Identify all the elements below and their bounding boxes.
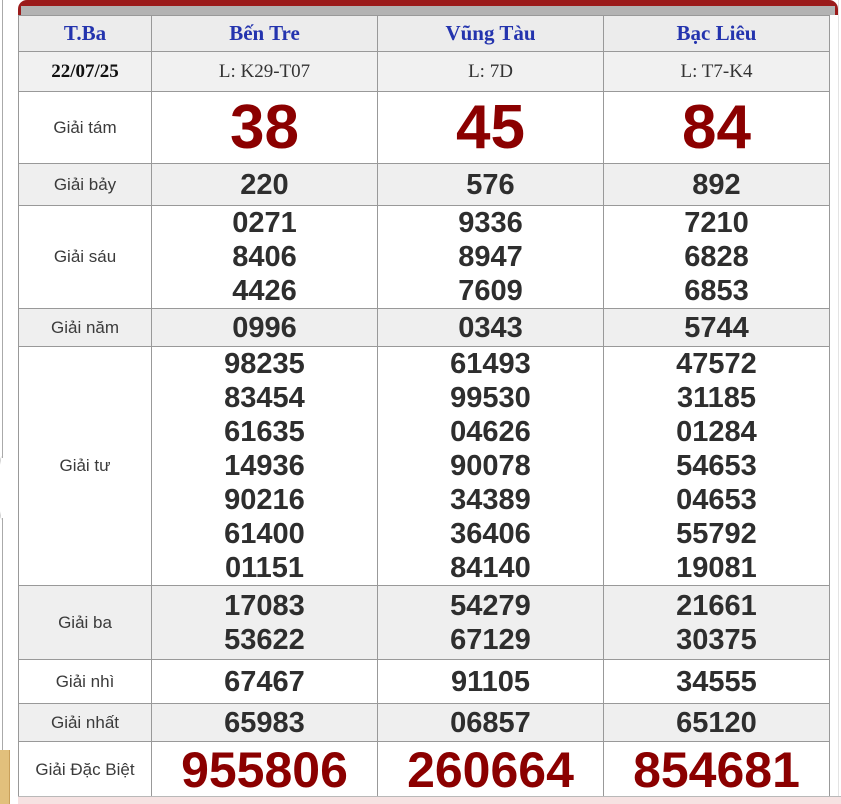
prize-numbers-cell xyxy=(604,742,830,798)
left-sidebar-fragment xyxy=(0,750,10,804)
prize-number: 19081 xyxy=(676,552,757,584)
province-header-ben-tre[interactable]: Bến Tre xyxy=(152,16,378,52)
prize-row-4 xyxy=(19,309,830,347)
prize-number: 61400 xyxy=(224,518,305,550)
prize-number: 47572 xyxy=(676,348,757,380)
lottery-results-table xyxy=(18,15,830,798)
prize-number: 955806 xyxy=(181,741,348,798)
prize-numbers-cell xyxy=(604,92,830,164)
panel-top-gray-strip xyxy=(21,6,835,15)
prize-number: 67467 xyxy=(224,665,305,698)
prize-number: 31185 xyxy=(676,382,757,414)
prize-label: Giải nhất xyxy=(19,704,152,742)
prize-number: 9336 xyxy=(458,207,523,239)
prize-number: 04626 xyxy=(450,416,531,448)
lottery-code: L: T7-K4 xyxy=(604,52,830,92)
prize-number: 21661 xyxy=(676,589,757,622)
prize-label: Giải sáu xyxy=(19,206,152,309)
prize-numbers-cell xyxy=(152,660,378,704)
prize-numbers-cell xyxy=(378,704,604,742)
prize-number: 99530 xyxy=(450,382,531,414)
province-header-vung-tau[interactable]: Vũng Tàu xyxy=(378,16,604,52)
prize-number: 7609 xyxy=(458,275,523,307)
table-header-row xyxy=(19,16,830,52)
prize-number: 91105 xyxy=(450,665,531,698)
prize-number: 65120 xyxy=(676,706,757,739)
prize-numbers-cell xyxy=(378,660,604,704)
prize-numbers-cell xyxy=(604,586,830,660)
prize-number: 4426 xyxy=(232,275,297,307)
prize-number: 6853 xyxy=(684,275,749,307)
prize-number: 01151 xyxy=(224,552,305,584)
prize-number: 17083 xyxy=(224,589,305,622)
prize-numbers-cell xyxy=(604,704,830,742)
prize-row-7 xyxy=(19,660,830,704)
prize-number: 53622 xyxy=(224,623,305,656)
prize-number: 576 xyxy=(466,168,515,201)
prize-number: 61493 xyxy=(450,348,531,380)
prize-number: 260664 xyxy=(407,741,574,798)
prize-row-8 xyxy=(19,704,830,742)
prize-number: 8947 xyxy=(458,241,523,273)
prize-numbers-cell xyxy=(378,164,604,206)
prize-row-3 xyxy=(19,206,830,309)
left-page-edge-line xyxy=(2,0,3,458)
prize-numbers-cell xyxy=(604,164,830,206)
prize-number: 84 xyxy=(682,92,751,162)
prize-number: 38 xyxy=(230,92,299,162)
date-row xyxy=(19,52,830,92)
prize-number: 8406 xyxy=(232,241,297,273)
prize-number: 6828 xyxy=(684,241,749,273)
prize-numbers-cell xyxy=(152,309,378,347)
prize-number: 84140 xyxy=(450,552,531,584)
prize-label: Giải Đặc Biệt xyxy=(19,742,152,798)
prize-numbers-cell xyxy=(152,704,378,742)
prize-numbers-cell xyxy=(604,309,830,347)
prize-label: Giải tám xyxy=(19,92,152,164)
prize-numbers-cell xyxy=(378,347,604,586)
prize-numbers-cell xyxy=(604,347,830,586)
prize-number: 854681 xyxy=(633,741,800,798)
prize-number: 14936 xyxy=(224,450,305,482)
prize-label: Giải bảy xyxy=(19,164,152,206)
day-header[interactable]: T.Ba xyxy=(19,16,152,52)
prize-number: 98235 xyxy=(224,348,305,380)
prize-label: Giải ba xyxy=(19,586,152,660)
prize-number: 30375 xyxy=(676,623,757,656)
prize-number: 54653 xyxy=(676,450,757,482)
prize-number: 54279 xyxy=(450,589,531,622)
prize-number: 65983 xyxy=(224,706,305,739)
prize-numbers-cell xyxy=(152,742,378,798)
prize-number: 34555 xyxy=(676,665,757,698)
prize-row-2 xyxy=(19,164,830,206)
prize-number: 7210 xyxy=(684,207,749,239)
draw-date: 22/07/25 xyxy=(19,52,152,92)
lottery-code: L: K29-T07 xyxy=(152,52,378,92)
prize-number: 67129 xyxy=(450,623,531,656)
prize-number: 0271 xyxy=(232,207,297,239)
lottery-results-panel xyxy=(18,0,839,798)
prize-label: Giải nhì xyxy=(19,660,152,704)
prize-numbers-cell xyxy=(378,309,604,347)
prize-number: 90216 xyxy=(224,484,305,516)
prize-numbers-cell xyxy=(378,586,604,660)
prize-numbers-cell xyxy=(152,586,378,660)
prize-number: 5744 xyxy=(684,311,749,344)
prize-numbers-cell xyxy=(378,742,604,798)
prize-number: 0343 xyxy=(458,311,523,344)
prize-numbers-cell xyxy=(152,164,378,206)
panel-top-red-border xyxy=(18,0,838,15)
province-header-bac-lieu[interactable]: Bạc Liêu xyxy=(604,16,830,52)
prize-number: 34389 xyxy=(450,484,531,516)
prize-row-6 xyxy=(19,586,830,660)
prize-numbers-cell xyxy=(152,206,378,309)
prize-numbers-cell xyxy=(604,206,830,309)
prize-number: 45 xyxy=(456,92,525,162)
prize-number: 04653 xyxy=(676,484,757,516)
prize-numbers-cell xyxy=(604,660,830,704)
prize-row-1 xyxy=(19,92,830,164)
prize-number: 01284 xyxy=(676,416,757,448)
prize-label: Giải năm xyxy=(19,309,152,347)
prize-numbers-cell xyxy=(378,206,604,309)
left-page-edge-notch xyxy=(0,456,5,520)
prize-number: 0996 xyxy=(232,311,297,344)
prize-number: 06857 xyxy=(450,706,531,739)
prize-numbers-cell xyxy=(378,92,604,164)
prize-number: 61635 xyxy=(224,416,305,448)
prize-numbers-cell xyxy=(152,92,378,164)
lottery-code: L: 7D xyxy=(378,52,604,92)
prize-number: 55792 xyxy=(676,518,757,550)
prize-number: 892 xyxy=(692,168,741,201)
prize-numbers-cell xyxy=(152,347,378,586)
prize-row-5 xyxy=(19,347,830,586)
prize-number: 220 xyxy=(240,168,289,201)
prize-number: 83454 xyxy=(224,382,305,414)
prize-number: 36406 xyxy=(450,518,531,550)
prize-label: Giải tư xyxy=(19,347,152,586)
panel-bottom-strip xyxy=(18,796,841,804)
prize-row-9 xyxy=(19,742,830,798)
prize-number: 90078 xyxy=(450,450,531,482)
